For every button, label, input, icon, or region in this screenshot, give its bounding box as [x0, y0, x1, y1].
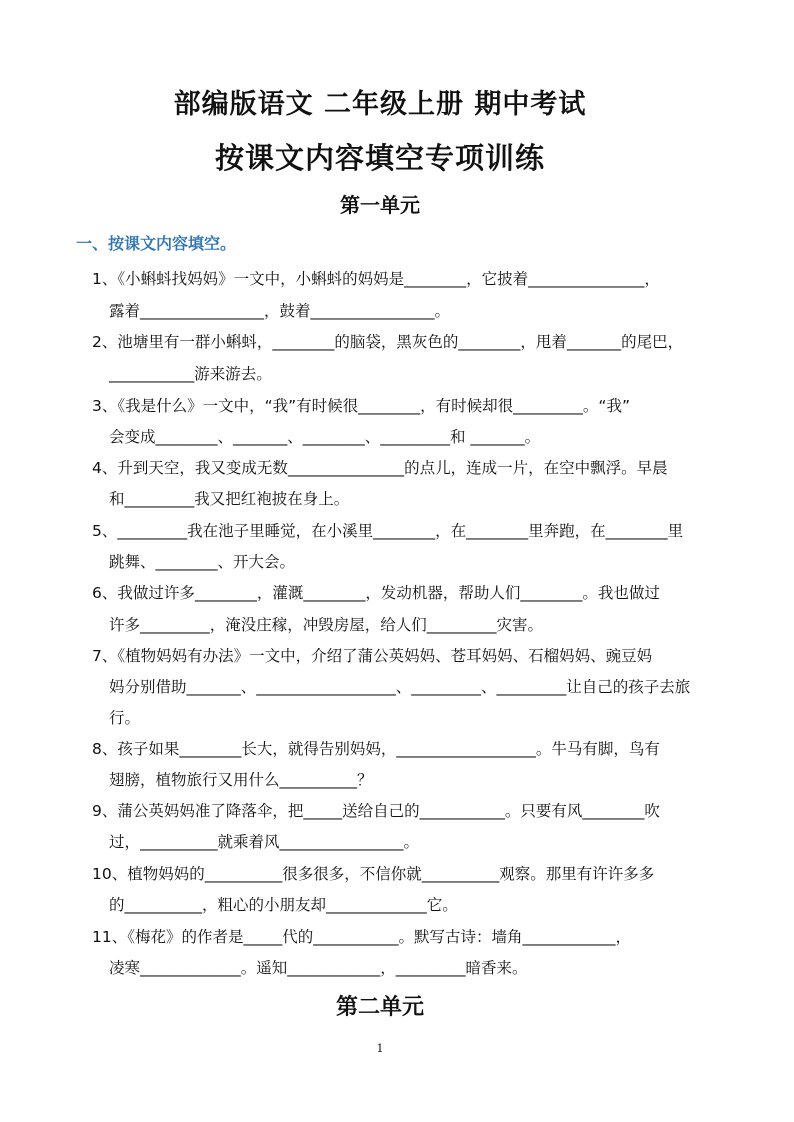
question-line: 的__________，粗心的小朋友却_____________它。 — [109, 896, 458, 914]
section-heading-fill-in: 一、按课文内容填空。 — [76, 234, 237, 253]
question-line: 凌寒_____________。遥知____________，_________暗香来。 — [109, 959, 528, 977]
main-title: 部编版语文 二年级上册 期中考试 — [173, 89, 587, 120]
question-line: 妈分别借助_______、__________________、_________、_________让自己的孩子去旅 — [109, 678, 691, 696]
unit-2-heading: 第二单元 — [335, 995, 424, 1020]
question-line: 7、《植物妈妈有办法》一文中，介绍了蒲公英妈妈、苍耳妈妈、石榴妈妈、豌豆妈 — [92, 647, 653, 665]
question-line: 10、植物妈妈的__________很多很多，不信你就__________观察。那里有许许多多 — [92, 865, 655, 883]
question-line: 1、《小蝌蚪找妈妈》一文中，小蝌蚪的妈妈是________，它披着_______________， — [92, 270, 660, 288]
question-line: 8、孩子如果________长大，就得告别妈妈，__________________。牛马有脚，鸟有 — [92, 740, 660, 758]
question-line: 3、《我是什么》一文中，“我”有时候很________，有时候却很_________。“我” — [92, 397, 630, 415]
question-line: 露着________________，鼓着________________。 — [109, 302, 451, 320]
question-line: 跳舞、________、开大会。 — [109, 553, 296, 571]
question-line: 5、_________我在池子里睡觉，在小溪里________，在________里奔跑，在________里 — [92, 522, 684, 540]
question-line: 过，__________就乘着风________________。 — [109, 833, 420, 851]
question-line: 和_________我又把红袍披在身上。 — [109, 490, 350, 508]
question-line: 翅膀，植物旅行又用什么__________？ — [109, 771, 373, 789]
question-line: 4、升到天空，我又变成无数_______________的点儿，连成一片，在空中飘浮。早晨 — [92, 459, 668, 477]
page-number: 1 — [376, 1042, 384, 1055]
question-line: 行。 — [109, 709, 141, 727]
question-line: 11、《梅花》的作者是_____代的___________。默写古诗：墙角____________， — [92, 928, 631, 946]
question-line: ___________游来游去。 — [109, 365, 272, 383]
question-line: 2、池塘里有一群小蝌蚪，________的脑袋，黑灰色的________，甩着_______的尾巴， — [92, 333, 684, 351]
unit-1-heading: 第一单元 — [340, 193, 420, 217]
question-line: 会变成________、_______、________、_________和 _______。 — [109, 428, 541, 446]
question-line: 9、蒲公英妈妈准了降落伞，把_____送给自己的___________。只要有风________吹 — [92, 802, 660, 820]
question-line: 许多_________，淹没庄稼，冲毁房屋，给人们_________灾害。 — [109, 616, 544, 634]
sub-title: 按课文内容填空专项训练 — [214, 141, 545, 175]
question-line: 6、我做过许多________，灌溉________，发动机器，帮助人们________。我也做过 — [92, 584, 660, 602]
